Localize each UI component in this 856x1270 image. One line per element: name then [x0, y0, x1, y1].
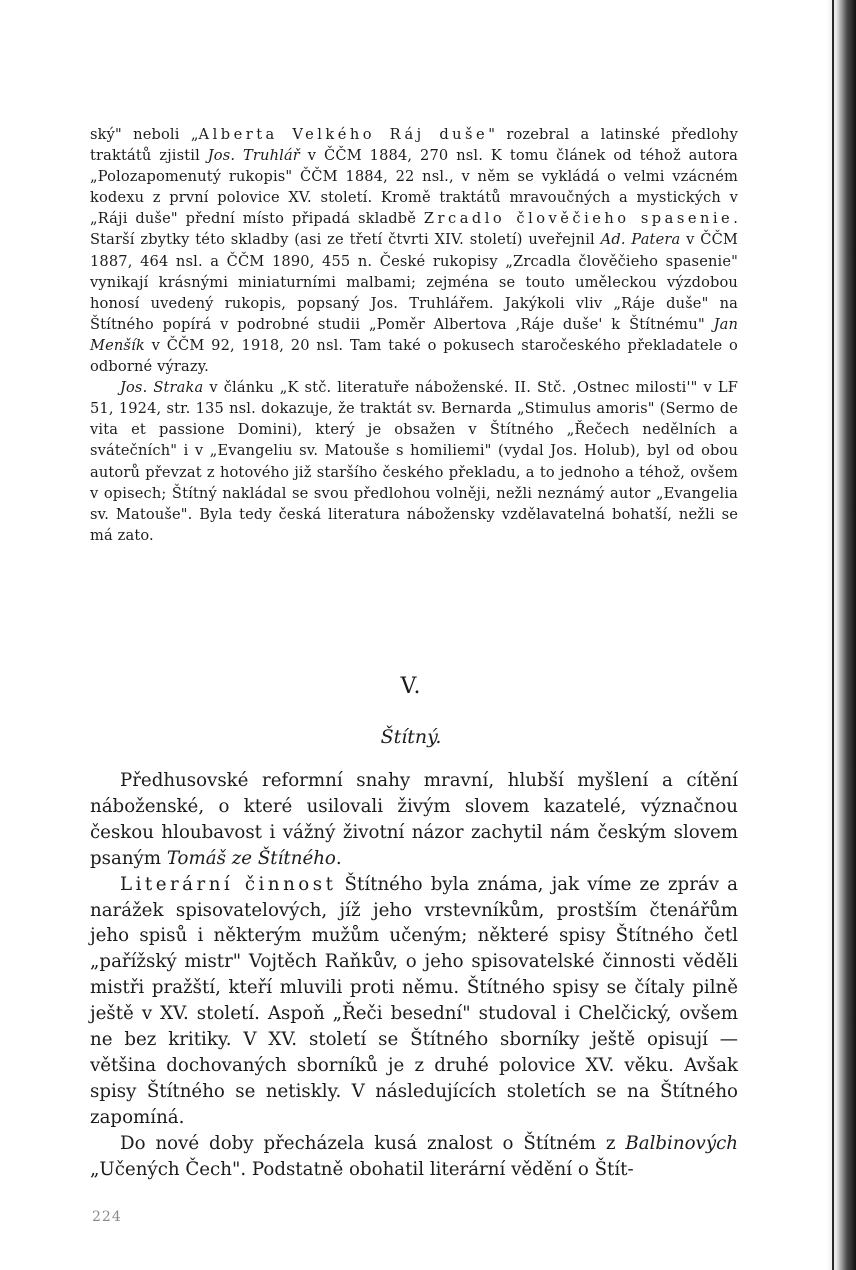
author-name: Jos. Truhlář [207, 147, 300, 165]
spaced-title: Zrcadlo člověčieho spasenie [423, 210, 734, 228]
chapter-number: V. [400, 674, 422, 699]
binding-edge-line [832, 0, 834, 1270]
author-name: Ad. Patera [600, 231, 681, 249]
footnote-block [90, 124, 738, 546]
author-name: Balbinových [625, 1132, 738, 1154]
body-paragraph-1: Předhusovské reformní snahy mravní, hlubší myšlení a cítění náboženské, o které usilovali živým slovem kazatelé, význačnou českou hloubavost i vážný životní názor zachytil nám českým slovem psaným Tomáš ze Štítného. [90, 770, 738, 869]
book-binding-shadow [826, 0, 856, 1270]
page-number: 224 [92, 1209, 122, 1225]
author-name: Jos. Straka [120, 379, 204, 397]
spaced-phrase: Literární činnost [120, 873, 337, 895]
spaced-title: Alberta Velkého Ráj duše [198, 126, 489, 143]
author-name: Jan Menšík [90, 315, 738, 354]
note-paragraph-2: Jos. Straka v článku „K stč. literatuře náboženské. II. Stč. ‚Ostnec milosti'" v LF 51, 1924, str. 135 nsl. dokazuje, že traktát sv. Bernarda „Stimulus amoris" (Sermo de vita et passione Domini), který je obsažen v Štítného „Řečech nedělních a svátečních" i v „Evangeliu sv. Matouše s homiliemi" (vydal Jos. Holub), byl od obou autorů převzat z hotového již staršího českého překladu, a to jednoho a téhož, ovšem v opisech; Štítný nakládal se svou předlohou volněji, nežli neznámý autor „Evangelia sv. Matouše". Byla tedy česká literatura nábožensky vzdělavatelná bohatší, nežli se má zato. [90, 379, 739, 544]
author-name: Tomáš ze Štítného [166, 847, 336, 869]
body-paragraph-3: Do nové doby přecházela kusá znalost o Štítném z Balbinových „Učených Čech". Podstatně obohatil literární vědění o Štít- [90, 1132, 738, 1180]
chapter-title: Štítný. [380, 726, 442, 748]
body-paragraph-2: Literární činnost Štítného byla známa, jak víme ze zpráv a narážek spisovatelových, jíž jeho vrstevníkům, prostším čtenářům jeho spisů i některým mužům učeným; některé spisy Štítného četl „pařížský mistr" Vojtěch Raňkův, o jeho spisovatelské činnosti věděli mistři pražští, kteří mluvili proti němu. Štítného spisy se čítaly pilně ještě v XV. století. Aspoň „Řeči besední" studoval i Chelčický, ovšem ne bez kritiky. V XV. století se Štítného sborníky ještě opisují — většina dochovaných sborníků je z druhé polovice XV. věku. Avšak spisy Štítného se netiskly. V následujících stoletích se na Štítného zapomíná. [90, 873, 738, 1128]
note-paragraph-1: ský" neboli „Alberta Velkého Ráj duše" rozebral a latinské předlohy traktátů zjistil Jos. Truhlář v ČČM 1884, 270 nsl. K tomu článek od téhož autora „Polozapomenutý rukopis" ČČM 1884, 22 nsl., v něm se vykládá o velmi vzácném kodexu z první polovice XV. století. Kromě traktátů mravoučných a mystických v „Ráji duše" přední místo připadá skladbě Zrcadlo člověčieho spasenie. Starší zbytky této skladby (asi ze třetí čtvrti XIV. století) uveřejnil Ad. Patera v ČČM 1887, 464 nsl. a ČČM 1890, 455 n. České rukopisy „Zrcadla člověčieho spasenie" vynikají krásnými miniaturními malbami; zejména se touto uměleckou výzdobou honosí uvedený rukopis, popsaný Jos. Truhlářem. Jakýkoli vliv „Ráje duše" na Štítného popírá v podrobné studii „Poměr Albertova ‚Ráje duše' k Štítnému" Jan Menšík v ČČM 92, 1918, 20 nsl. Tam také o pokusech staročeského překladatele o odborné výrazy. [90, 126, 738, 376]
body-text [90, 768, 738, 1183]
